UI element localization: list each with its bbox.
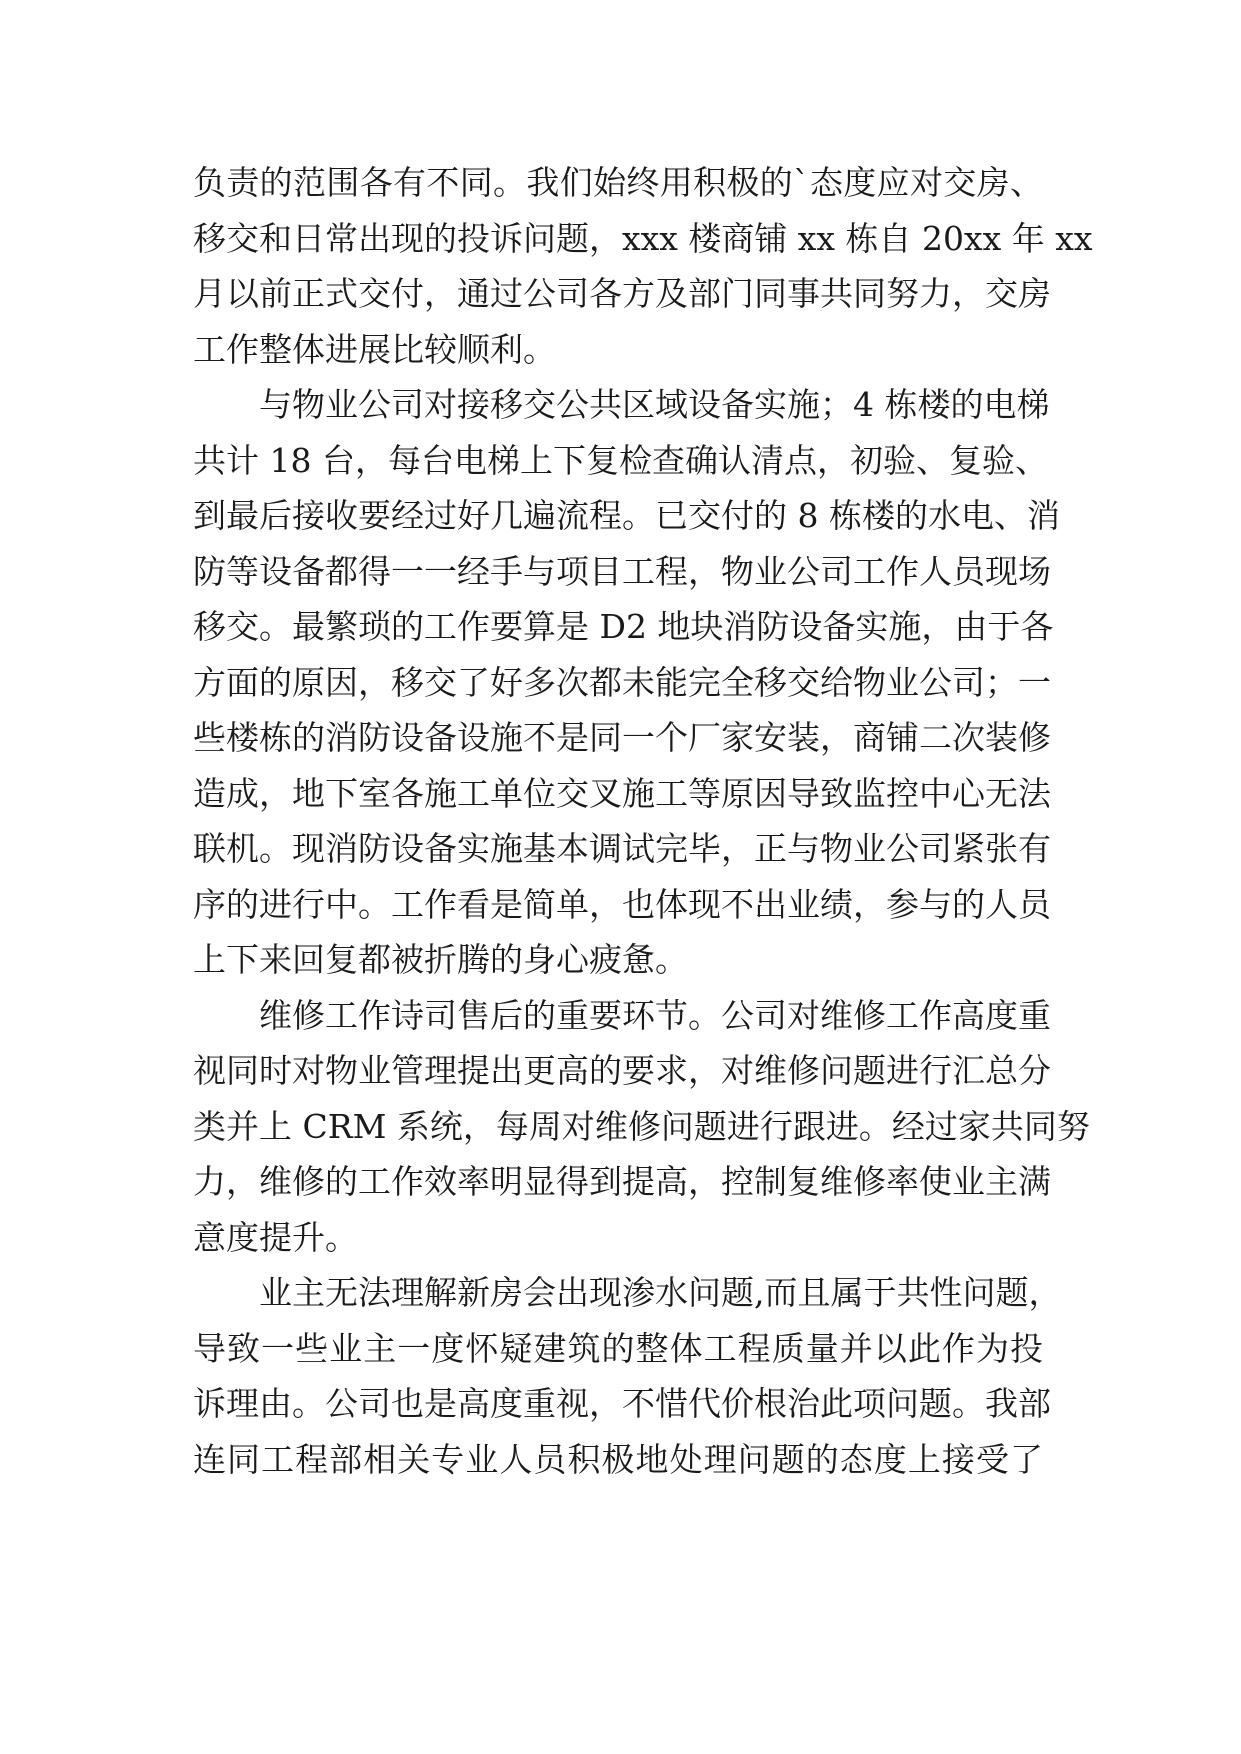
paragraph-2 (193, 377, 1060, 988)
document-body (193, 155, 1093, 1487)
text-line: 移交和日常出现的投诉问题，xxx 楼商铺 xx 栋自 20xx 年 xx (193, 218, 1093, 258)
text-line: 连同工程部相关专业人员积极地处理问题的态度上接受了 (193, 1439, 1043, 1479)
text-line: 月以前正式交付，通过公司各方及部门同事共同努力，交房 (193, 274, 1051, 313)
text-line: 导致一些业主一度怀疑建筑的整体工程质量并以此作为投 (193, 1328, 1043, 1368)
text-line: 共计 18 台，每台电梯上下复检查确认清点，初验、复验、 (193, 440, 1048, 480)
text-line: 业主无法理解新房会出现渗水问题,而且属于共性问题， (259, 1273, 1062, 1312)
text-line: 联机。现消防设备实施基本调试完毕，正与物业公司紧张有 (193, 829, 1051, 868)
text-line: 上下来回复都被折腾的身心疲惫。 (193, 940, 688, 979)
text-line: 与物业公司对接移交公共区域设备实施；4 栋楼的电梯 (259, 385, 1050, 424)
text-line: 意度提升。 (193, 1217, 358, 1257)
text-line: 维修工作诗司售后的重要环节。公司对维修工作高度重 (259, 995, 1051, 1035)
text-line: 方面的原因，移交了好多次都未能完全移交给物业公司；一 (193, 662, 1051, 702)
paragraph-4 (193, 1265, 1062, 1487)
text-line: 类并上 CRM 系统，每周对维修问题进行跟进。经过家共同努 (193, 1106, 1090, 1146)
text-line: 移交。最繁琐的工作要算是 D2 地块消防设备实施，由于各 (193, 607, 1054, 646)
text-line: 工作整体进展比较顺利。 (193, 329, 556, 369)
text-line: 视同时对物业管理提出更高的要求，对维修问题进行汇总分 (193, 1051, 1051, 1090)
text-line: 力，维修的工作效率明显得到提高，控制复维修率使业主满 (193, 1162, 1051, 1201)
text-line: 些楼栋的消防设备设施不是同一个厂家安装，商铺二次装修 (193, 718, 1051, 757)
text-line: 负责的范围各有不同。我们始终用积极的`态度应对交房、 (193, 163, 1043, 202)
paragraph-3 (193, 988, 1090, 1266)
text-line: 序的进行中。工作看是简单，也体现不出业绩，参与的人员 (193, 884, 1051, 924)
text-line: 到最后接收要经过好几遍流程。已交付的 8 栋楼的水电、消 (193, 496, 1060, 535)
text-line: 诉理由。公司也是高度重视，不惜代价根治此项问题。我部 (193, 1384, 1051, 1423)
text-line: 防等设备都得一一经手与项目工程，物业公司工作人员现场 (193, 551, 1051, 591)
paragraph-1 (193, 155, 1093, 377)
text-line: 造成，地下室各施工单位交叉施工等原因导致监控中心无法 (193, 773, 1051, 813)
